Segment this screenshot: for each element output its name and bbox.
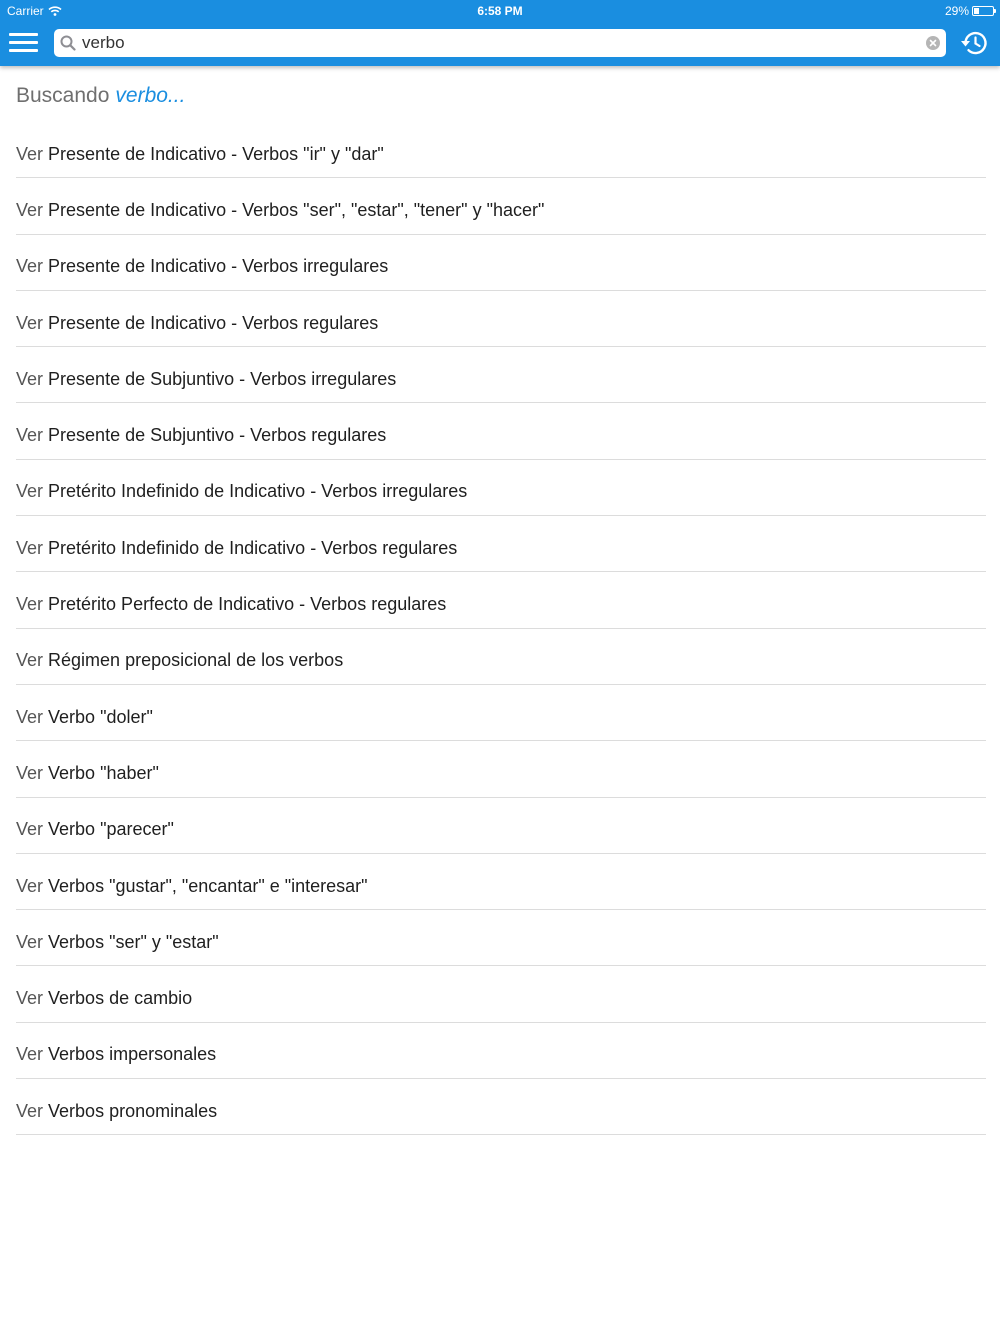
result-prefix: Ver — [16, 256, 44, 277]
hamburger-menu-icon-line — [9, 49, 38, 52]
searching-label: Buscando — [16, 84, 110, 107]
result-item[interactable] — [16, 122, 986, 178]
result-item[interactable] — [16, 572, 986, 628]
result-item[interactable] — [16, 741, 986, 797]
result-prefix: Ver — [16, 988, 44, 1009]
hamburger-menu-icon — [9, 33, 38, 36]
history-button[interactable] — [959, 30, 989, 56]
results-list — [16, 122, 986, 1135]
result-prefix: Ver — [16, 481, 44, 502]
result-item[interactable] — [16, 685, 986, 741]
result-title: Verbos "ser" y "estar" — [48, 931, 219, 952]
result-title: Verbo "parecer" — [48, 819, 174, 840]
searching-query: verbo... — [115, 84, 186, 107]
clear-circle-icon — [926, 36, 940, 50]
battery-percent: 29% — [944, 4, 969, 18]
result-title: Presente de Indicativo - Verbos regulares — [48, 312, 379, 333]
result-item[interactable] — [16, 460, 986, 516]
result-title: Verbo "haber" — [48, 762, 159, 783]
battery-fill — [974, 8, 979, 14]
result-title: Presente de Indicativo - Verbos irregulares — [48, 256, 389, 277]
result-title: Presente de Indicativo - Verbos "ser", "estar", "tener" y "hacer" — [48, 199, 545, 220]
battery-icon — [972, 6, 994, 16]
result-prefix: Ver — [16, 312, 44, 333]
result-title: Pretérito Indefinido de Indicativo - Verbos regulares — [48, 537, 458, 558]
clear-search-button[interactable] — [926, 36, 940, 50]
result-item[interactable] — [16, 516, 986, 572]
result-item[interactable] — [16, 347, 986, 403]
result-item[interactable] — [16, 854, 986, 910]
menu-button[interactable] — [9, 33, 38, 53]
result-prefix: Ver — [16, 1044, 44, 1065]
result-item[interactable] — [16, 291, 986, 347]
result-prefix: Ver — [16, 1100, 44, 1121]
result-item[interactable] — [16, 178, 986, 234]
result-title: Verbo "doler" — [48, 706, 153, 727]
result-prefix: Ver — [16, 594, 44, 615]
battery-indicator — [945, 4, 994, 18]
result-prefix: Ver — [16, 706, 44, 727]
result-prefix: Ver — [16, 762, 44, 783]
result-prefix: Ver — [16, 425, 44, 446]
result-title: Pretérito Indefinido de Indicativo - Verbos irregulares — [48, 481, 468, 502]
search-input[interactable] — [82, 29, 912, 57]
result-title: Presente de Subjuntivo - Verbos irregulares — [48, 368, 397, 389]
top-bar — [0, 0, 1000, 66]
result-item[interactable] — [16, 1023, 986, 1079]
result-title: Verbos "gustar", "encantar" e "interesar" — [48, 875, 368, 896]
search-bar[interactable] — [54, 29, 946, 57]
result-title: Verbos de cambio — [48, 988, 193, 1009]
history-clock-icon — [959, 30, 989, 56]
hamburger-menu-icon-line — [9, 41, 38, 44]
status-bar — [0, 0, 1000, 22]
result-title: Régimen preposicional de los verbos — [48, 650, 344, 671]
result-title: Pretérito Perfecto de Indicativo - Verbos regulares — [48, 594, 447, 615]
result-item[interactable] — [16, 403, 986, 459]
result-prefix: Ver — [16, 537, 44, 558]
search-icon — [60, 35, 76, 51]
result-prefix: Ver — [16, 875, 44, 896]
result-item[interactable] — [16, 910, 986, 966]
result-item[interactable] — [16, 629, 986, 685]
result-prefix: Ver — [16, 650, 44, 671]
result-title: Presente de Subjuntivo - Verbos regulares — [48, 425, 387, 446]
carrier-label: Carrier — [7, 4, 44, 18]
result-prefix: Ver — [16, 819, 44, 840]
battery-nub — [994, 9, 996, 13]
result-item[interactable] — [16, 798, 986, 854]
search-heading — [16, 84, 185, 108]
result-title: Verbos impersonales — [48, 1044, 217, 1065]
result-prefix: Ver — [16, 199, 44, 220]
result-title: Verbos pronominales — [48, 1100, 218, 1121]
status-time: 6:58 PM — [477, 4, 523, 18]
result-item[interactable] — [16, 966, 986, 1022]
result-item[interactable] — [16, 1079, 986, 1135]
result-prefix: Ver — [16, 143, 44, 164]
result-prefix: Ver — [16, 368, 44, 389]
result-title: Presente de Indicativo - Verbos "ir" y "dar" — [48, 143, 384, 164]
result-prefix: Ver — [16, 931, 44, 952]
result-item[interactable] — [16, 235, 986, 291]
